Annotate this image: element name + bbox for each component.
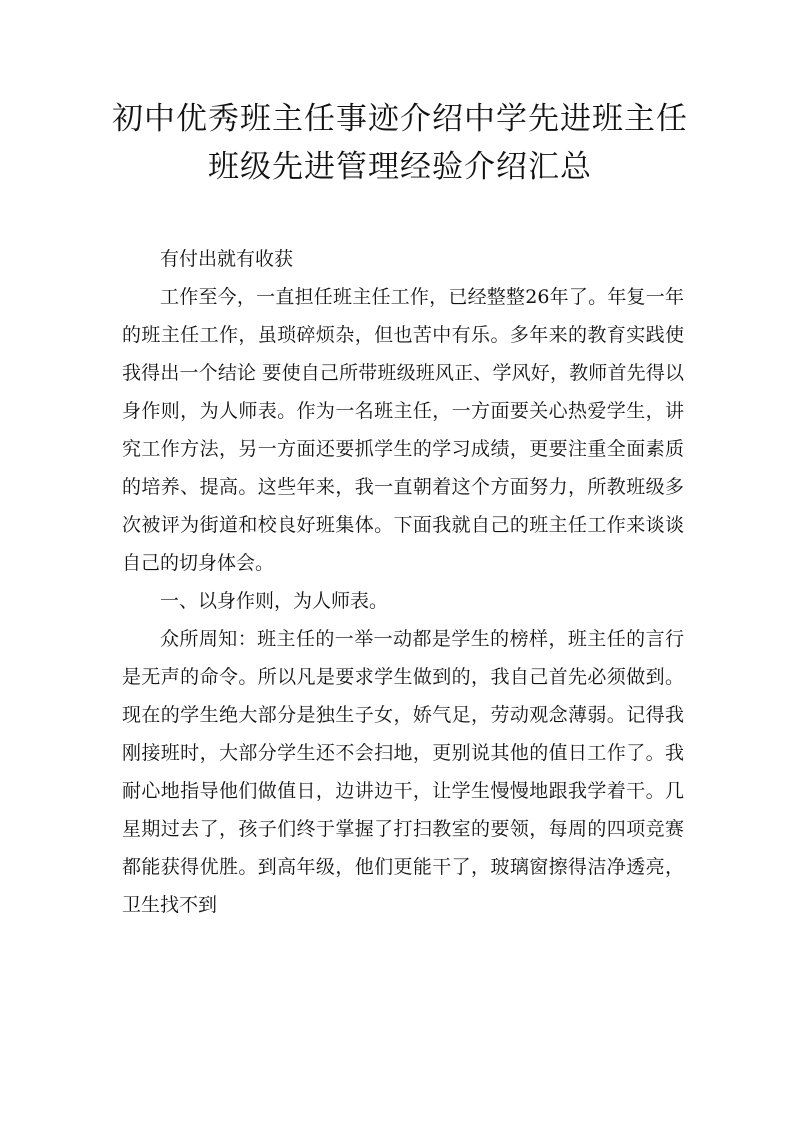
document-title: 初中优秀班主任事迹介绍中学先进班主任班级先进管理经验介绍汇总 (112, 101, 688, 185)
document-body (122, 240, 684, 924)
subtitle: 有付出就有收获 (160, 248, 294, 270)
section-heading: 一、以身作则，为人师表。 (160, 590, 389, 612)
intro-paragraph: 工作至今，一直担任班主任工作，已经整整26年了。年复一年的班主任工作，虽琐碎烦杂，但也苦中有乐。多年来的教育实践使我得出一个结论 要使自己所带班级班风正、学风好，教师首先得以身作则，为人师表。作为一名班主任，一方面要关心热爱学生，讲究工作方法，另一方面还要抓学生的学习成绩，更要注重全面素质的培养、提高。这些年来，我一直朝着这个方面努力，所教班级多次被评为街道和校良好班集体。下面我就自己的班主任工作来谈谈自己的切身体会。 (122, 286, 684, 574)
section-paragraph: 众所周知：班主任的一举一动都是学生的榜样，班主任的言行是无声的命令。所以凡是要求学生做到的，我自己首先必须做到。现在的学生绝大部分是独生子女，娇气足，劳动观念薄弱。记得我刚接班时，大部分学生还不会扫地，更别说其他的值日工作了。我耐心地指导他们做值日，边讲边干，让学生慢慢地跟我学着干。几星期过去了，孩子们终于掌握了打扫教室的要领，每周的四项竞赛都能获得优胜。到高年级，他们更能干了，玻璃窗擦得洁净透亮，卫生找不到 (122, 628, 684, 916)
